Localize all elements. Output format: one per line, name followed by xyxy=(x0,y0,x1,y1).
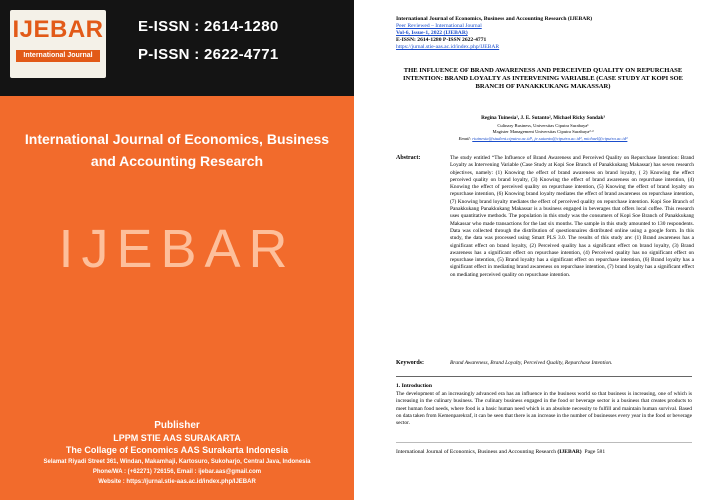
abstract-label: Abstract: xyxy=(396,155,421,161)
article-title: THE INFLUENCE OF BRAND AWARENESS AND PERCEIVED QUALITY ON REPURCHASE INTENTION: BRAND LOYALTY AS INTERVENING VARIABLE (CASE STUDY AT KOPI SOE BRANCH OF PANAKKUKANG MAKASSAR) xyxy=(402,67,684,90)
footer-abbr: (IJEBAR) xyxy=(557,449,582,455)
publisher-contact: Phone/WA : (+62271) 726156, Email : ijebar.aas@gmail.com xyxy=(92,469,262,475)
cover-acronym: IJEBAR xyxy=(58,219,296,279)
email-links[interactable]: rtuinesia@student.ciputra.ac.id¹, je.sutanto@ciputra.ac.id², michael@ciputra.ac.id³ xyxy=(472,136,628,141)
publisher-address: Selamat Riyadi Street 361, Windan, Makamhaji, Kartosuro, Sukoharjo, Central Java, Indonesia xyxy=(43,459,311,465)
header-journal: International Journal of Economics, Business and Accounting Research (IJEBAR) xyxy=(396,16,593,22)
footer-journal: International Journal of Economics, Business and Accounting Research xyxy=(396,449,558,455)
introduction-heading: 1. Introduction xyxy=(396,383,432,389)
keywords-text: Brand Awareness, Brand Loyalty, Perceived Quality, Repurchase Intention. xyxy=(450,360,613,366)
keywords-label: Keywords: xyxy=(396,360,424,366)
cover-title: International Journal of Economics, Business and Accounting Research xyxy=(24,131,330,169)
section-divider xyxy=(396,376,692,377)
publisher-name: LPPM STIE AAS SURAKARTA xyxy=(113,433,241,443)
footer-page: Page 581 xyxy=(584,449,606,455)
header-issn: E-ISSN: 2614-1280 P-ISSN 2622-4771 xyxy=(396,37,487,43)
affiliation-2: Magister Management Universitas Ciputra Surabaya²·³ xyxy=(492,129,594,134)
introduction-text: The development of an increasingly advanced era has an influence in the business world so that business is increasing, one of which is increasing in the culinary business. The culinary business engaged in the food or beverage sector is a business that creates products to meet human food needs, where food is a basic human need which is an absolute necessity to fulfill and maintain human survival. Based on data taken from Kemenparekraf, it can be seen that there is an increase in the number of businesses every year in the food or beverage sector. xyxy=(396,391,692,427)
email-label: Email: xyxy=(458,136,473,141)
header-url-link[interactable]: https://jurnal.stie-aas.ac.id/index.php/IJEBAR xyxy=(396,44,500,50)
author-emails xyxy=(396,136,690,142)
e-issn: E-ISSN : 2614-1280 xyxy=(138,18,279,35)
publisher-website: Website : https://jurnal.stie-aas.ac.id/index.php/IJEBAR xyxy=(98,479,256,485)
abstract-text: The study entitled “The Influence of Brand Awareness and Perceived Quality on Repurchase Intention: Brand Loyalty as Intervening Variable (Case Study at Kopi Soe Branch of Panakkukang Makassar) has seven research objectives, namely: (1) Knowing the effect of brand awareness on brand loyalty, ( 2) Knowing the effect perceived quality on brand loyalty, (3) Knowing the effect of brand awareness on repurchase intention, (4) Knowing the effect of perceived quality on repurchase intention, (5) Knowing the effect of brand loyalty on repurchase intention, (6) Knowing brand loyalty mediates the effect of brand awareness on repurchase intention, (7) Knowing brand loyalty mediates the effect of perceived quality on repurchase intention. Kopi Soe Branch of Panakkukang Panakkukang Makassar is a business engaged in beverages that offers local coffee. This research uses quantitative methods. The population in this study was the consumers of Kopi Soe Branch of Panakkukang Makassar who made transactions for the last six months. The sample in this study amounted to 130 respondents. Data was collected through the distribution of questionnaires distributed online using a google form. In this study, the data was processed using Smart PLS 3.0. The results of this study are: (1) Brand awareness has a significant effect on brand loyalty, (2) Perceived quality has a significant effect on brand loyalty, (3) Brand awareness has a significant effect on repurchase intention, (4) Perceived quality has no significant effect on repurchase intention, (5) Brand loyalty has a significant effect on repurchase intention, (6) Brand loyalty has a significant effect in mediating brand awareness on repurchase intention, (7) brand loyalty has a significant effect on mediating perceived quality on repurchase intention. xyxy=(450,155,694,278)
page-footer xyxy=(396,449,692,455)
footer-divider xyxy=(396,442,692,443)
header-peer-link[interactable]: Peer Reviewed – International Journal xyxy=(396,23,482,29)
affiliation-1: Culinary Business, Universitas Ciputra Surabaya¹ xyxy=(497,123,589,128)
header-volume-link[interactable]: Vol-6, Issue-1, 2022 (IJEBAR) xyxy=(396,30,468,36)
article-page xyxy=(354,0,705,500)
publisher-college: The Collage of Economics AAS Surakarta Indonesia xyxy=(65,445,289,455)
article-authors: Regina Tuinesia¹, J. E. Sutanto², Michael Ricky Sondak³ xyxy=(481,115,605,121)
logo-subtitle: International Journal xyxy=(23,52,93,59)
p-issn: P-ISSN : 2622-4771 xyxy=(138,46,279,63)
publisher-label: Publisher xyxy=(154,420,200,431)
logo-word: IJEBAR xyxy=(12,16,104,43)
journal-logo xyxy=(10,10,106,78)
